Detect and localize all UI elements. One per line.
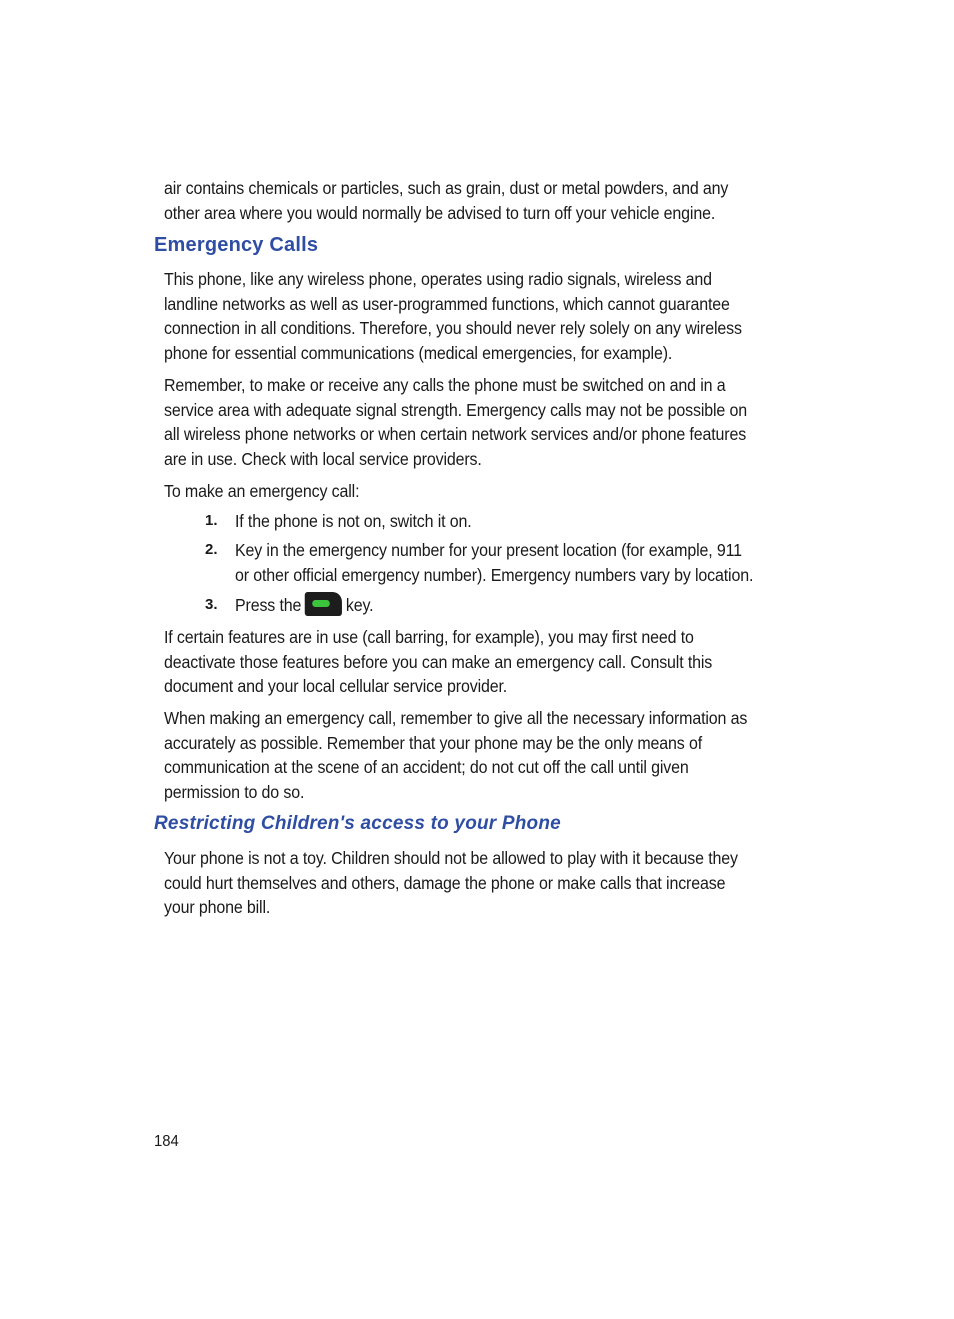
text-fragment: key. bbox=[345, 595, 374, 615]
text-line: Your phone is not a toy. Children should not be allowed to play with it because they bbox=[164, 848, 738, 868]
text-line: If the phone is not on, switch it on. bbox=[235, 511, 472, 531]
text-line: accurately as possible. Remember that your phone may be the only means of bbox=[164, 732, 703, 753]
intro-line: other area where you would normally be advised to turn off your vehicle engine. bbox=[164, 202, 716, 223]
text-line: This phone, like any wireless phone, operates using radio signals, wireless and bbox=[164, 269, 712, 289]
text-line: document and your local cellular service provider. bbox=[164, 676, 508, 697]
text-line: your phone bill. bbox=[164, 897, 271, 918]
text-line: all wireless phone networks or when certain network services and/or phone features bbox=[164, 424, 747, 445]
intro-line: air contains chemicals or particles, such as grain, dust or metal powders, and any bbox=[164, 178, 729, 198]
step-text bbox=[235, 509, 784, 534]
text-line: are in use. Check with local service providers. bbox=[164, 448, 482, 469]
text-line: or other official emergency number). Emergency numbers vary by location. bbox=[235, 564, 754, 585]
step-text bbox=[235, 538, 784, 587]
text-line: could hurt themselves and others, damage the phone or make calls that increase bbox=[164, 872, 726, 893]
restricting-children-heading: Restricting Children's access to your Phone bbox=[154, 813, 561, 834]
text-line: communication at the scene of an accident; do not cut off the call until given bbox=[164, 757, 689, 778]
text-line: landline networks as well as user-programmed functions, which cannot guarantee bbox=[164, 293, 730, 314]
text-line: When making an emergency call, remember to give all the necessary information as bbox=[164, 708, 748, 728]
intro-paragraph bbox=[164, 176, 774, 225]
emergency-paragraph-3: To make an emergency call: bbox=[164, 481, 360, 501]
text-line: phone for essential communications (medical emergencies, for example). bbox=[164, 342, 673, 363]
text-line: connection in all conditions. Therefore, you should never rely solely on any wireless bbox=[164, 318, 742, 339]
text-line: Remember, to make or receive any calls the phone must be switched on and in a bbox=[164, 375, 726, 395]
text-line: Key in the emergency number for your present location (for example, 911 bbox=[235, 540, 742, 560]
emergency-calls-heading: Emergency Calls bbox=[154, 234, 319, 256]
step-number: 2. bbox=[205, 541, 218, 558]
children-paragraph bbox=[164, 846, 774, 920]
emergency-paragraph-2 bbox=[164, 373, 774, 471]
emergency-paragraph-4 bbox=[164, 625, 774, 699]
text-line: If certain features are in use (call barring, for example), you may first need to bbox=[164, 627, 694, 647]
text-line: deactivate those features before you can make an emergency call. Consult this bbox=[164, 651, 713, 672]
page-number: 184 bbox=[154, 1133, 179, 1150]
emergency-paragraph-5 bbox=[164, 706, 774, 804]
text-line: service area with adequate signal strength. Emergency calls may not be possible on bbox=[164, 399, 747, 420]
text-line: permission to do so. bbox=[164, 781, 305, 802]
emergency-paragraph-1 bbox=[164, 267, 774, 365]
step-number: 1. bbox=[205, 512, 218, 529]
text-fragment: Press the bbox=[235, 595, 302, 615]
step-number: 3. bbox=[205, 596, 218, 613]
send-key-icon bbox=[305, 592, 342, 616]
step-text bbox=[235, 593, 784, 618]
